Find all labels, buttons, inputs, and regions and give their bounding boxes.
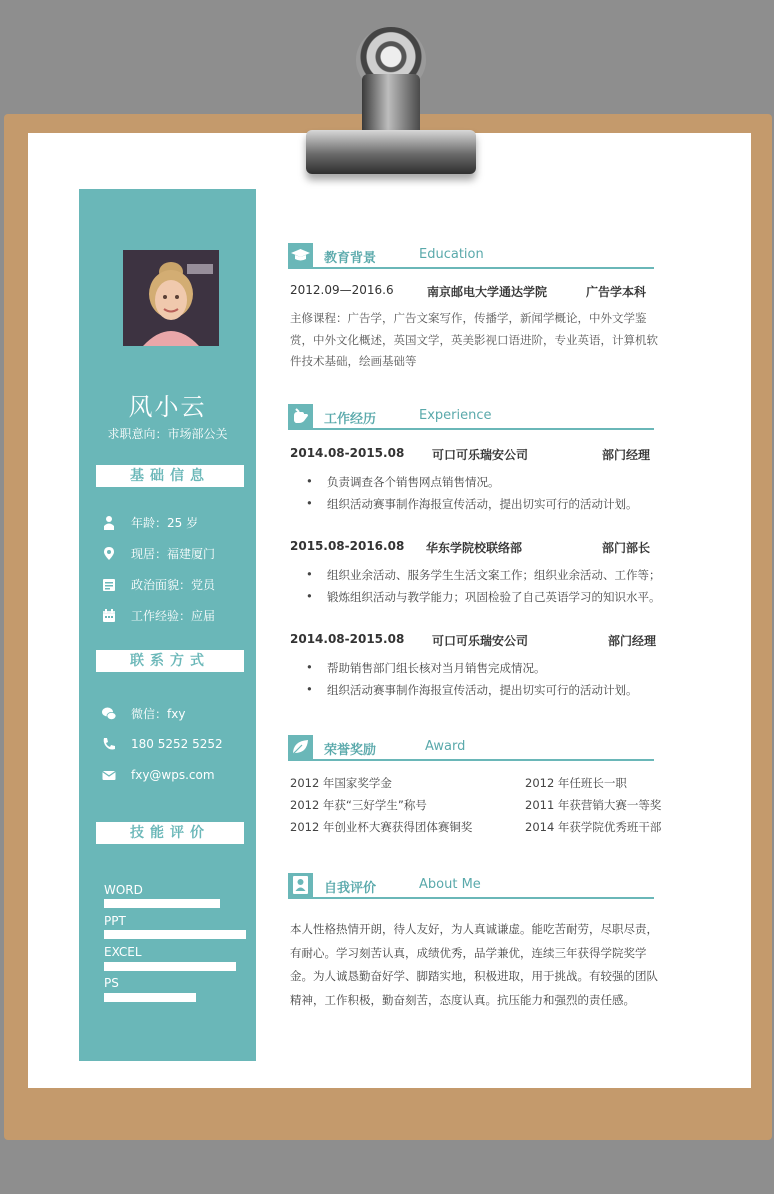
divider xyxy=(288,267,654,269)
award-title-en: Award xyxy=(425,739,466,754)
person-badge-icon xyxy=(288,873,313,897)
job-bullet: • 组织活动赛事制作海报宣传活动，提出切实可行的活动计划。 xyxy=(310,496,638,512)
job-org: 可口可乐瑞安公司 xyxy=(432,634,529,648)
job-period: 2014.08-2015.08 xyxy=(290,446,405,460)
candidate-name: 风小云 xyxy=(128,393,207,421)
job-period: 2015.08-2016.08 xyxy=(290,539,405,553)
job-role: 部门经理 xyxy=(602,448,651,462)
education-title: 教育背景 xyxy=(324,251,377,266)
education-school: 南京邮电大学通达学院 xyxy=(427,285,548,299)
job-org: 可口可乐瑞安公司 xyxy=(432,448,529,462)
wechat-icon xyxy=(101,706,117,722)
residence-text: 现居：福建厦门 xyxy=(131,547,216,561)
phone-text: 180 5252 5252 xyxy=(131,737,223,751)
skill-label-ppt: PPT xyxy=(104,914,126,928)
graduation-cap-icon xyxy=(288,243,313,267)
phone-icon xyxy=(101,736,117,752)
education-title-en: Education xyxy=(419,247,484,262)
award-title: 荣誉奖励 xyxy=(324,743,377,758)
wechat-text: 微信：fxy xyxy=(131,707,186,721)
about-title-en: About Me xyxy=(419,877,481,892)
skill-bar-ppt xyxy=(104,930,246,939)
age-text: 年龄：25 岁 xyxy=(131,516,199,530)
divider xyxy=(288,897,654,899)
job-period: 2014.08-2015.08 xyxy=(290,632,405,646)
sidebar xyxy=(79,189,256,1061)
calendar-icon xyxy=(101,608,117,624)
education-degree: 广告学本科 xyxy=(586,285,647,299)
basic-info-heading: 基础信息 xyxy=(96,465,244,487)
about-text: 本人性格热情开朗，待人友好，为人真诚谦虚。能吃苦耐劳，尽职尽责，有耐心。学习刻苦认真，成绩优秀，品学兼优，连续三年获得学院奖学金。为人诚恳勤奋好学、脚踏实地，积极进取，用于挑战。有较强的团队精神，工作积极，勤奋刻苦，态度认真。抗压能力和强烈的责任感。 xyxy=(290,922,658,1007)
job-bullet: • 组织业余活动、服务学生生活文案工作；组织业余活动、工作等； xyxy=(310,567,661,583)
award-item: 2011 年获营销大赛一等奖 xyxy=(525,798,662,812)
job-bullet: • 负责调查各个销售网点销售情况。 xyxy=(310,474,500,490)
id-card-icon xyxy=(101,577,117,593)
skill-label-word: WORD xyxy=(104,883,143,897)
award-section-header xyxy=(288,735,654,763)
email-text: fxy@wps.com xyxy=(131,768,215,782)
award-item: 2012 年国家奖学金 xyxy=(290,776,392,790)
mail-icon xyxy=(101,767,117,783)
education-period: 2012.09—2016.6 xyxy=(290,283,394,297)
about-title: 自我评价 xyxy=(324,881,377,896)
leaf-icon xyxy=(288,735,313,759)
job-bullet: • 组织活动赛事制作海报宣传活动，提出切实可行的活动计划。 xyxy=(310,682,638,698)
skill-label-ps: PS xyxy=(104,976,119,990)
job-org: 华东学院校联络部 xyxy=(426,541,523,555)
about-section-header xyxy=(288,873,654,901)
skill-bar-word xyxy=(104,899,220,908)
job-intent: 求职意向：市场部公关 xyxy=(107,427,228,441)
binder-clip xyxy=(306,130,476,174)
education-courses: 主修课程：广告学，广告文案写作，传播学，新闻学概论，中外文学鉴赏，中外文化概述，英国文学，英美影视口语进阶，专业英语，计算机软件技术基础，绘画基础等 xyxy=(290,311,658,368)
skill-bar-excel xyxy=(104,962,236,971)
skill-label-excel: EXCEL xyxy=(104,945,142,959)
contact-heading: 联系方式 xyxy=(96,650,244,672)
experience-title-en: Experience xyxy=(419,408,492,423)
job-bullet: • 锻炼组织活动与教学能力；巩固检验了自己英语学习的知识水平。 xyxy=(310,589,661,605)
job-bullet: • 帮助销售部门组长核对当月销售完成情况。 xyxy=(310,660,546,676)
job-role: 部门经理 xyxy=(608,634,657,648)
education-section-header xyxy=(288,243,654,271)
award-item: 2012 年获“三好学生”称号 xyxy=(290,798,427,812)
profile-photo xyxy=(123,250,219,346)
experience-section-header xyxy=(288,404,654,432)
job-role: 部门部长 xyxy=(602,541,651,555)
award-item: 2012 年任班长一职 xyxy=(525,776,627,790)
skills-heading: 技能评价 xyxy=(96,822,244,844)
award-item: 2012 年创业杯大赛获得团体赛铜奖 xyxy=(290,820,473,834)
hand-icon xyxy=(288,404,313,428)
award-item: 2014 年获学院优秀班干部 xyxy=(525,820,662,834)
experience-title: 工作经历 xyxy=(324,412,377,427)
person-icon xyxy=(101,515,117,531)
divider xyxy=(288,759,654,761)
skill-bar-ps xyxy=(104,993,196,1002)
location-pin-icon xyxy=(101,546,117,562)
divider xyxy=(288,428,654,430)
experience-text: 工作经验：应届 xyxy=(131,609,216,623)
political-text: 政治面貌：党员 xyxy=(131,578,216,592)
